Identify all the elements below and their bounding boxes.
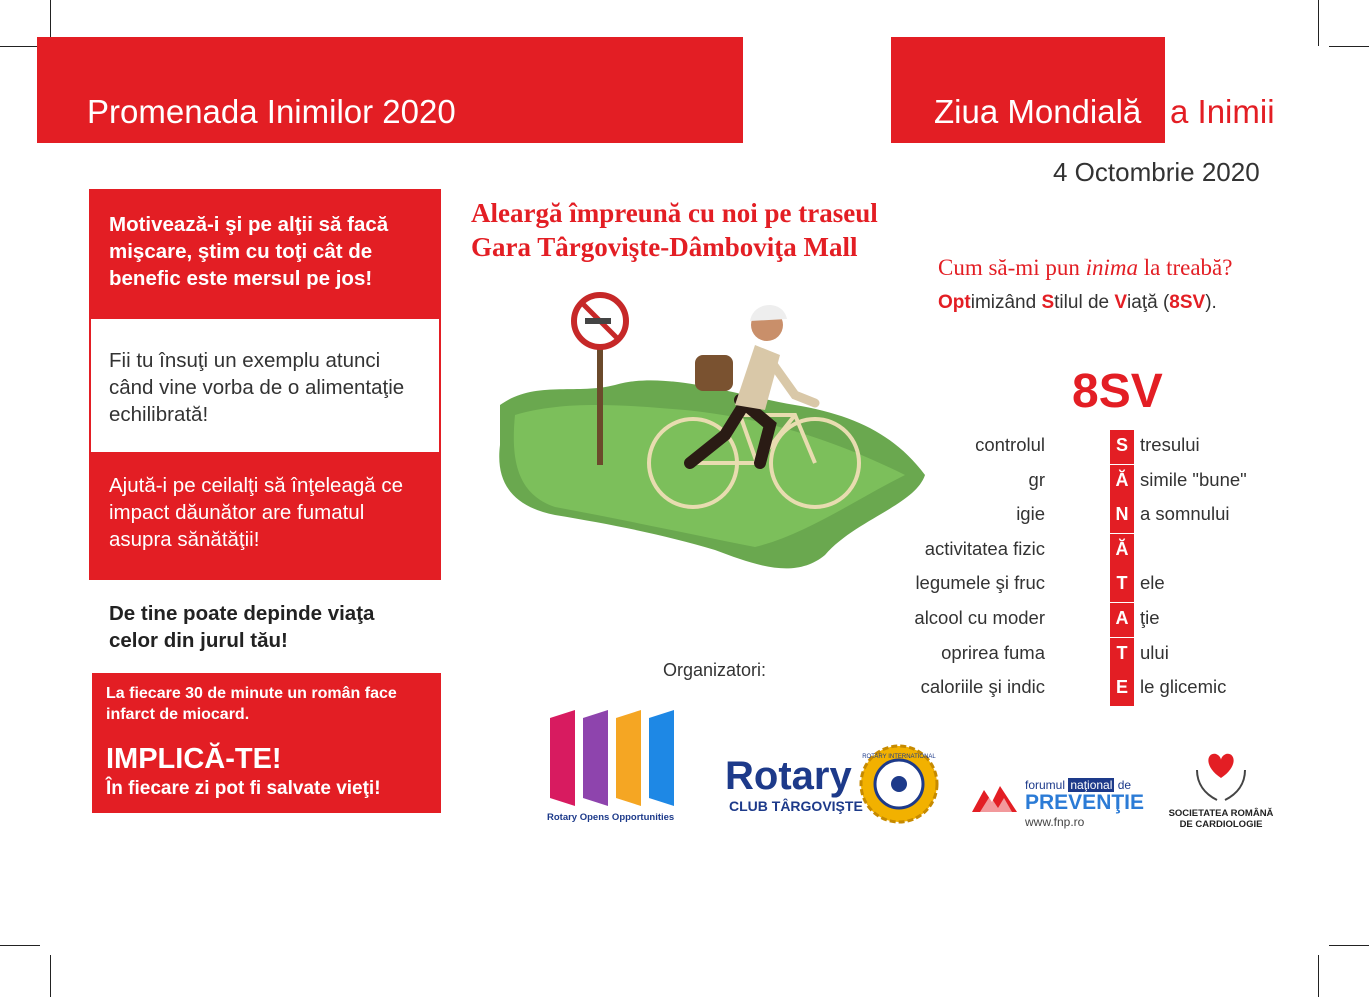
life-depends-text: De tine poate depinde viaţa celor din jurul tău!: [109, 602, 375, 652]
acrostic-heading: 8SV: [1072, 365, 1163, 418]
rotary-wheel-text: ROTARY INTERNATIONAL: [862, 754, 936, 760]
crop-mark: [0, 46, 40, 47]
acrostic-right-text: tresului: [1140, 434, 1200, 455]
crop-mark: [0, 945, 40, 946]
acrostic-row: [914, 603, 1290, 633]
src-name-1: SOCIETATEA ROMÂNĂ: [1168, 808, 1274, 819]
answer-text-4: ).: [1205, 292, 1217, 313]
cyclist-illustration: [495, 285, 930, 580]
acrostic-left-text: gr: [1028, 468, 1045, 490]
tip-box-movement: [89, 189, 441, 317]
route-line-2: Gara Târgovişte-Dâmboviţa Mall: [471, 232, 858, 262]
sign-pole: [597, 335, 603, 465]
right-banner-title-rest: a Inimii: [1170, 93, 1275, 130]
cigarette-icon: [585, 318, 611, 324]
mountain-icon: [972, 782, 1017, 812]
answer-text-2: tilul de: [1054, 292, 1115, 313]
acrostic-left-text: activitatea fizic: [924, 537, 1045, 559]
answer-text-3: iaţă (: [1127, 292, 1170, 313]
doors-icon: [545, 708, 685, 808]
acrostic-letter: E: [1110, 672, 1134, 706]
implica-box: [92, 673, 441, 813]
tip-nutrition-text: Fii tu însuţi un exemplu atunci când vine vorba de o alimentaţie echilibrată!: [109, 349, 405, 426]
rotary-opens-logo: [545, 708, 685, 828]
acrostic-right-text: ului: [1140, 641, 1169, 663]
infarct-stat-text: La fiecare 30 de minute un român face infarct de miocard.: [106, 685, 397, 723]
acrostic-left-text: oprirea fuma: [941, 641, 1045, 663]
fnp-tagline: [1025, 778, 1131, 792]
acrostic-row: [930, 465, 1290, 495]
acrostic-letter: A: [1110, 603, 1134, 637]
lives-saved-text: În fiecare zi pot fi salvate vieţi!: [106, 778, 381, 799]
fnp-national: naţional: [1070, 778, 1113, 792]
crop-mark: [1329, 46, 1369, 47]
acrostic-right-text: simile "bune": [1140, 468, 1247, 490]
left-banner-title: Promenada Inimilor 2020: [87, 93, 456, 130]
right-banner-title: Ziua Mondială: [934, 93, 1142, 130]
tip-smoking-text: Ajută-i pe ceilalţi să înţeleagă ce impact dăunător are fumatul asupra sănătăţii!: [109, 474, 404, 551]
acrostic-row: [930, 430, 1290, 460]
acrostic-row: [924, 534, 1290, 564]
answer-red-4: 8SV: [1169, 292, 1206, 313]
acrostic-right-text: ţie: [1140, 607, 1160, 628]
acrostic-row: [930, 499, 1290, 529]
rotary-opens-text: Rotary Opens Opportunities: [547, 812, 675, 823]
right-banner: [891, 37, 1165, 143]
acrostic-right-text: a somnului: [1140, 503, 1230, 525]
fnp-url: www.fnp.ro: [1025, 815, 1085, 829]
acrostic-left-text: legumele şi fruc: [915, 572, 1045, 594]
fnp-logo: [972, 778, 1152, 830]
acrostic-row: [920, 672, 1290, 702]
rider-bag: [695, 355, 733, 391]
fnp-forum: forumul: [1025, 778, 1066, 792]
question-emphasis: inima: [1085, 255, 1138, 280]
rider-cap: [750, 305, 787, 321]
acrostic-letter: T: [1110, 568, 1134, 602]
rotary-club-name: CLUB TÂRGOVIŞTE: [729, 798, 863, 814]
implica-heading: IMPLICĂ-TE!: [106, 743, 282, 775]
crop-mark: [1318, 955, 1319, 997]
tip-box-nutrition: [89, 317, 441, 454]
fnp-de: de: [1117, 778, 1132, 792]
rotary-club-logo: [725, 740, 945, 830]
answer-line: [938, 292, 1217, 314]
src-name-2: DE CARDIOLOGIE: [1179, 819, 1263, 830]
question-pre: Cum să-mi pun: [938, 255, 1080, 280]
organizers-label: Organizatori:: [663, 660, 767, 680]
question-post: la treabă?: [1143, 255, 1233, 280]
tip-movement-text: Motivează-i şi pe alţii să facă mişcare, ştim cu toţi cât de benefic este mersul pe jos!: [109, 213, 389, 290]
rotary-wordmark: Rotary: [725, 754, 852, 798]
acrostic-letter: S: [1110, 430, 1134, 464]
acrostic-left-text: igie: [1016, 503, 1045, 525]
heart-hands-icon: [1191, 750, 1251, 802]
acrostic-letter: Ă: [1110, 534, 1134, 568]
acrostic-row: [930, 638, 1290, 668]
fnp-prevention: PREVENŢIE: [1025, 791, 1145, 814]
route-line-1: Aleargă împreună cu noi pe traseul: [471, 198, 878, 228]
crop-mark: [1329, 945, 1369, 946]
question-line: [938, 255, 1232, 281]
answer-red-3: V: [1114, 292, 1128, 313]
acrostic-right-text: ele: [1140, 572, 1165, 594]
rider-arm: [770, 360, 815, 403]
rider-torso: [735, 345, 780, 410]
left-banner: [37, 37, 743, 143]
acrostic-row: [915, 568, 1290, 598]
answer-text-1: imizând: [970, 292, 1042, 313]
src-logo: [1168, 750, 1274, 832]
answer-red-2: S: [1041, 292, 1055, 313]
acrostic-right-text: le glicemic: [1140, 676, 1227, 698]
acrostic-left-text: alcool cu moder: [914, 607, 1045, 628]
crop-mark: [50, 955, 51, 997]
answer-red-1: Opt: [938, 292, 971, 313]
acrostic-letter: N: [1110, 499, 1134, 533]
rotary-wheel-icon: [857, 742, 941, 826]
event-date: 4 Octombrie 2020: [1053, 157, 1260, 187]
acrostic-letter: T: [1110, 638, 1134, 672]
crop-mark: [1318, 0, 1319, 46]
tip-box-smoking: [89, 452, 441, 580]
acrostic-letter: Ă: [1110, 465, 1134, 499]
acrostic-left-text: controlul: [975, 434, 1045, 455]
acrostic-left-text: caloriile şi indic: [920, 676, 1045, 698]
